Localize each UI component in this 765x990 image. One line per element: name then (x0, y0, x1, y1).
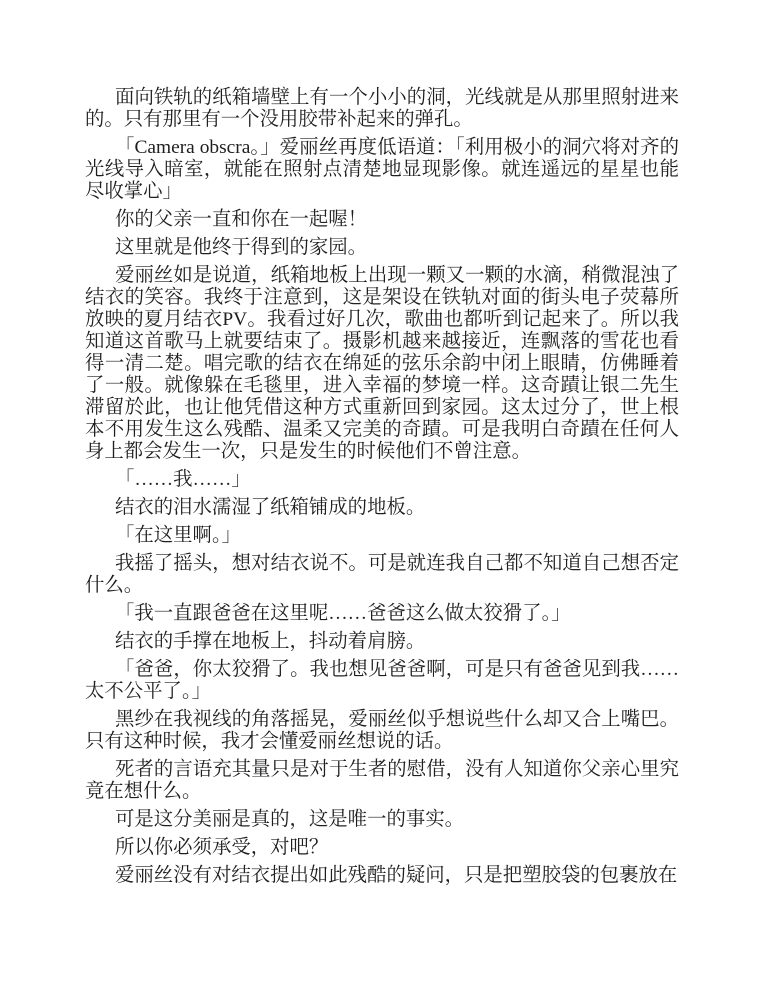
paragraph: 结衣的手撑在地板上，抖动着肩膀。 (115, 631, 426, 652)
paragraph: 所以你必须承受，对吧？ (115, 837, 329, 858)
paragraph: 「爸爸，你太狡猾了。我也想见爸爸啊，可是只有爸爸见到我……太不公平了。」 (85, 659, 679, 702)
paragraph: 这里就是他终于得到的家园。 (115, 237, 368, 258)
paragraph: 你的父亲一直和你在一起喔！ (115, 209, 368, 230)
paragraph: 「Camera obscra。」爱丽丝再度低语道：「利用极小的洞穴将对齐的光线导入暗室，就能在照射点清楚地显现影像。就连遥远的星星也能尽收掌心」 (85, 137, 679, 202)
paragraph: 我摇了摇头，想对结衣说不。可是就连我自己都不知道自己想否定什么。 (85, 553, 679, 596)
paragraph: 「……我……」 (115, 469, 251, 490)
paragraph: 「我一直跟爸爸在这里呢……爸爸这么做太狡猾了。」 (115, 603, 571, 624)
paragraph: 结衣的泪水濡湿了纸箱铺成的地板。 (115, 497, 426, 518)
paragraph: 爱丽丝如是说道，纸箱地板上出现一颗又一颗的水滴，稍微混浊了结衣的笑容。我终于注意到，这是架设在铁轨对面的街头电子荧幕所放映的夏月结衣PV。我看过好几次，歌曲也都听到记起来了。所以我知道这首歌马上就要结束了。摄影机越来越接近，连飘落的雪花也看得一清二楚。唱完歌的结衣在绵延的弦乐余韵中闭上眼睛，仿佛睡着了一般。就像躲在毛毯里，进入幸福的梦境一样。这奇蹟让银二先生滞留於此，也让他凭借这种方式重新回到家园。这太过分了，世上根本不用发生这么残酷、温柔又完美的奇蹟。可是我明白奇蹟在任何人身上都会发生一次，只是发生的时候他们不曾注意。 (85, 265, 679, 462)
paragraph: 面向铁轨的纸箱墙壁上有一个小小的洞，光线就是从那里照射进来的。只有那里有一个没用胶带补起来的弹孔。 (85, 87, 679, 130)
paragraph: 死者的言语充其量只是对于生者的慰借，没有人知道你父亲心里究竟在想什么。 (85, 759, 679, 802)
page-text-block (85, 87, 679, 893)
paragraph: 爱丽丝没有对结衣提出如此残酷的疑问，只是把塑胶袋的包裹放在 (115, 865, 678, 886)
paragraph: 可是这分美丽是真的，这是唯一的事实。 (115, 809, 465, 830)
paragraph: 「在这里啊。」 (115, 525, 242, 546)
paragraph: 黑纱在我视线的角落摇晃，爱丽丝似乎想说些什么却又合上嘴巴。只有这种时候，我才会懂爱丽丝想说的话。 (85, 709, 679, 752)
